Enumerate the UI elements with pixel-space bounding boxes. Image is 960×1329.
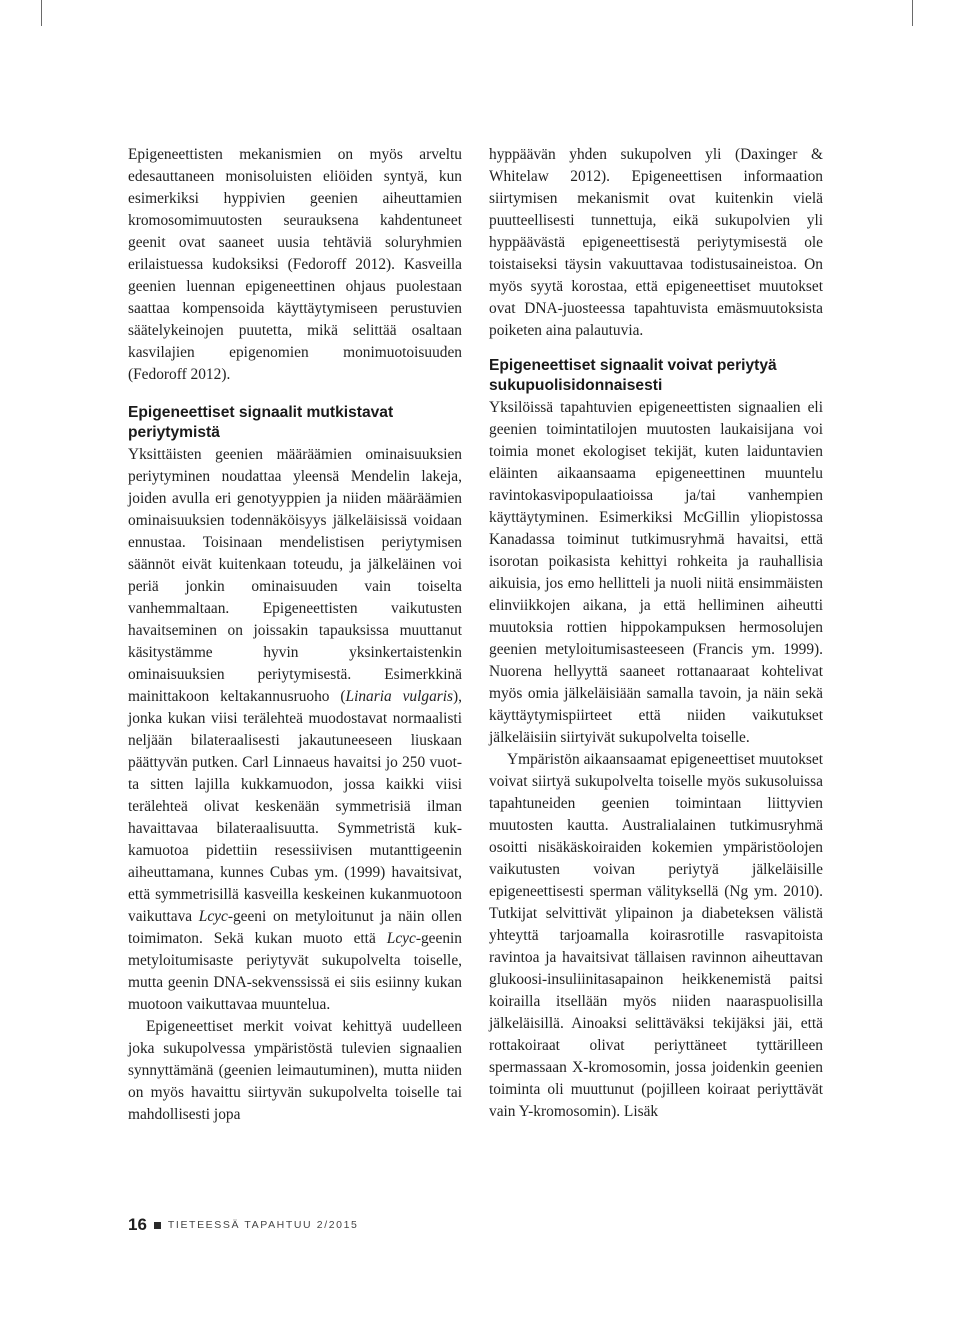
paragraph: Yksittäisten geenien määräämien ominaisuuksien periytyminen noudattaa yleensä Mendelin lakeja, joiden avulla eri genotyyppien ja niiden määräämien ominaisuuksien todennäköisyys jälkeläisissä voidaan ennustaa. Toisinaan mendelistisen periytymisen säännöt eivät kuitenkaan toteudu, ja jälkeläinen voi periä jonkin ominaisuuden vain toiselta vanhemmaltaan. Epigeneettisten vaikutusten havaitseminen on joissakin tapauksissa muuttanut käsitystämme hyvin yksinkertaistenkin ominaisuuksien periytymisestä. Esimerkkinä mainittakoon keltakannusruoho (Linaria vulgaris), jonka kukan viisi terälehteä muodostavat normaalisti neljään bilateraalisesti jakautuneeseen liuskaan päättyvän putken. Carl Linnaeus havaitsi jo 250 vuotta sitten lajilla kukkamuodon, jossa kaikki viisi terälehteä olivat keskenään symmetrisiä ilman havaittavaa bilateraalisuutta. Symmetristä kukkamuotoa pidettiin resessiivisen mutanttigeenin aiheuttamana, kunnes Cubas ym. (1999) havaitsivat, että symmetrisillä kasveilla keskeinen kukanmuotoon vaikuttava Lcyc-geeni on metyloitunut ja näin ollen toimimaton. Sekä kukan muoto että Lcyc-geenin metyloitumisaste periytyvät sukupolvelta toiselle, mutta geenin DNA-sekvenssissä ei siis esiinny kukan muotoon vaikuttavaa muuntelua. (128, 446, 463, 1013)
paragraph: Ympäristön aikaansaamat epigeneettiset muutokset voivat siirtyä sukupolvelta toiselle myös sukusoluissa tapahtuneiden geenien toimintaan liittyvien muutosten kautta. Australialainen tutkimusryhmä osoitti nisäkäskoiraiden kokemien ympäristöolojen vaikutusten voivan periytyä jälkeläisille epigeneettisesti sperman välityksellä (Ng ym. 2010). Tutkijat selvittivät ylipainon ja diabeteksen välistä yhteyttä tarjoamalla koirasrotille rasvapitoista ravintoa ja havaitsivat tällaisen ravinnon aiheuttavan glukoosi-insuliinitasapainon heikkenemistä paitsi koirailla itsellään myös niiden naaraspuolisilla jälkeläisillä. Ainoaksi selittäväksi tekijäksi jäi, että rottakoiraat olivat periyttäneet tyttärilleen spermassaan X-kromosomin, jossa joidenkin geenien toiminta oli muuttunut (pojilleen koiraat periyttävät vain Y-kromosomin). Lisäk (489, 751, 823, 1120)
square-bullet-icon (154, 1222, 161, 1229)
italic-species-name: Linaria vulgaris (345, 688, 454, 705)
paragraph: Epigeneettiset merkit voivat kehittyä uudelleen joka sukupolvessa ympäristöstä tulevien signaalien synnyttämänä (geenien leimautuminen), mutta niiden on myös havaittu siirtyvän sukupolvelta toiselle tai mahdollisesti jopa (128, 1018, 462, 1123)
paragraph: hyppäävän yhden sukupolven yli (Daxinger & Whitelaw 2012). Epigeneettisen informaation siirtymisen mekanismit ovat kuitenkin vielä puutteellisesti tunnettuja, eikä sukupolvien yli hyppäävästä epigeneettisestä periytymisestä ole toistaiseksi täysin vakuuttavaa todistusaineistoa. On myös syytä korostaa, että epigeneettiset muutokset ovat DNA-juosteessa tapahtuvista emäsmuutoksista poiketen aina palautuvia. (489, 146, 823, 339)
section-heading: Epigeneettiset signaalit mutkistavat periytymistä (128, 404, 394, 441)
paragraph: Yksilöissä tapahtuvien epigeneettisten signaalien eli geenien toimintatilojen muutosten laukaisijana voi toimia monet ekologiset tekijät, kuten laiduntavien eläinten aikaansaama epigeneettinen muuntelu ravintokasvipopulaatioissa ja/tai vanhempien käyttäytyminen. Esimerkiksi McGillin yliopistossa Kanadassa toiminut tutkimusryhmä havaitsi, että isorotan poikasista kehittyi rohkeita ja rauhallisia aikuisia, jos emo hellitteli ja nuoli niitä ensimmäisten elinviikkojen aikana, ja että helliminen aiheutti muutoksia rottien hippokampuksen hermosolujen geenien metyloitumisasteeseen (Francis ym. 1999). Nuorena hellyyttä saaneet rottanaaraat kohtelivat myös omia jälkeläisiään samalla tavoin, ja näin sekä käyttäytymispiirteet että niiden vaikutukset jälkeläisiin siirtyivät sukupolvelta toiselle. (489, 399, 823, 746)
page-number: 16 (128, 1215, 147, 1234)
paragraph: Epigeneettisten mekanismien on myös arveltu edesauttaneen monisoluisten eliöiden syntyä, kun esimerkiksi hyppivien geenien aiheuttamien kromosomimuutosten seurauksena kahdentuneet geenit ovat saaneet uusia tehtäviä soluryhmien erilaistuessa kudoksiksi (Fedoroff 2012). Kasveilla geenien luennan epigeneettinen ohjaus puolestaan saattaa kompensoida käyttäytymiseen perustuvien säätelykeinojen puutetta, mikä selittää osaltaan kasvilajien epigenomien monimuotoisuuden (Fedoroff 2012). (128, 146, 462, 383)
page-footer (128, 1215, 358, 1235)
italic-gene-name: Lcyc (198, 908, 228, 925)
crop-mark (912, 0, 913, 26)
right-column (489, 144, 823, 1123)
section-heading: Epigeneettiset signaalit voivat periytyä sukupuolisidonnaisesti (489, 357, 777, 394)
crop-mark (41, 0, 42, 26)
italic-gene-name: Lcyc (386, 930, 416, 947)
publication-name: TIETEESSÄ TAPAHTUU 2/2015 (167, 1219, 359, 1231)
left-column (128, 144, 462, 1126)
